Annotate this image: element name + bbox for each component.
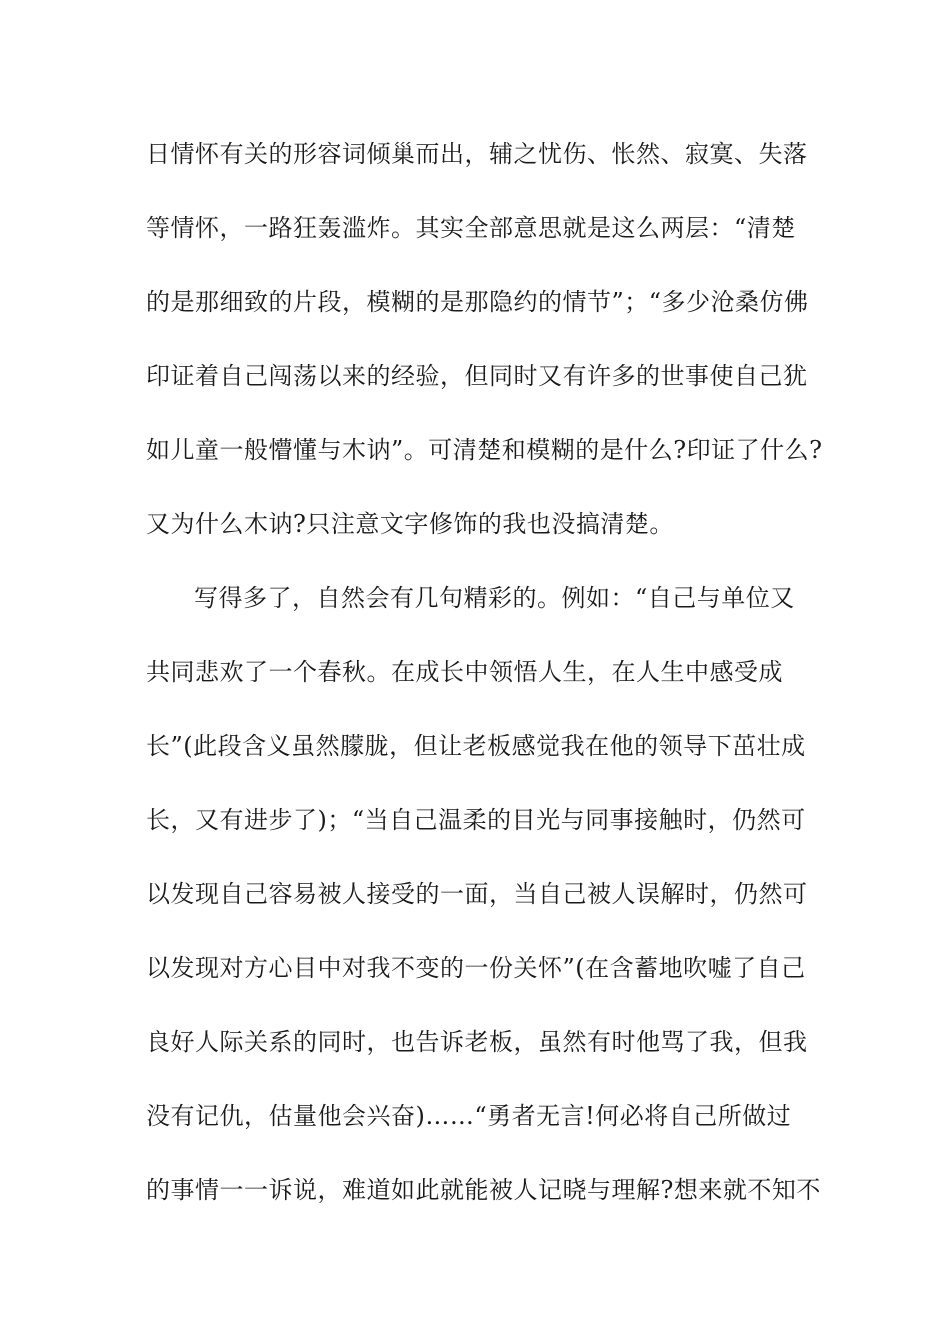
text-line-11: 以发现自己容易被人接受的一面，当自己被人误解时，仍然可 bbox=[146, 880, 808, 908]
text-line-5: 如儿童一般懵懂与木讷”。可清楚和模糊的是什么?印证了什么? bbox=[146, 436, 823, 464]
text-line-15: 的事情一一诉说，难道如此就能被人记晓与理解?想来就不知不 bbox=[146, 1176, 821, 1204]
text-line-9: 长”(此段含义虽然朦胧，但让老板感觉我在他的领导下茁壮成 bbox=[146, 732, 806, 760]
text-line-13: 良好人际关系的同时，也告诉老板，虽然有时他骂了我，但我 bbox=[146, 1028, 808, 1056]
text-line-2: 等情怀，一路狂轰滥炸。其实全部意思就是这么两层：“清楚 bbox=[146, 214, 796, 242]
paragraph-start-line: 写得多了，自然会有几句精彩的。例如：“自己与单位又 bbox=[194, 584, 795, 612]
text-line-6: 又为什么木讷?只注意文字修饰的我也没搞清楚。 bbox=[146, 510, 674, 538]
text-line-3: 的是那细致的片段，模糊的是那隐约的情节”；“多少沧桑仿佛 bbox=[146, 288, 809, 316]
text-line-8: 共同悲欢了一个春秋。在成长中领悟人生，在人生中感受成 bbox=[146, 658, 783, 686]
text-line-1: 日情怀有关的形容词倾巢而出，辅之忧伤、怅然、寂寞、失落 bbox=[146, 140, 808, 168]
text-line-10: 长，又有进步了)；“当自己温柔的目光与同事接触时，仍然可 bbox=[146, 806, 806, 834]
text-line-14: 没有记仇，估量他会兴奋)……“勇者无言!何必将自己所做过 bbox=[146, 1102, 792, 1130]
text-line-12: 以发现对方心目中对我不变的一份关怀”(在含蓄地吹嘘了自己 bbox=[146, 954, 806, 982]
text-line-4: 印证着自己闯荡以来的经验，但同时又有许多的世事使自己犹 bbox=[146, 362, 808, 390]
